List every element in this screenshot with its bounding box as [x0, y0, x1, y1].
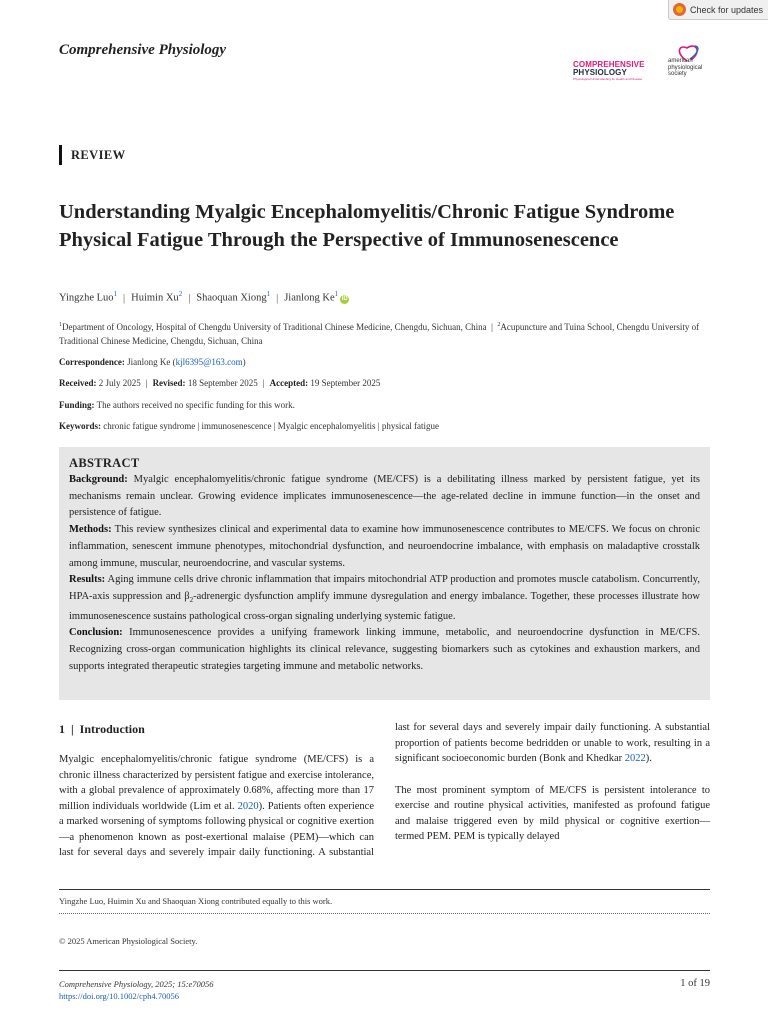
- correspondence-label: Correspondence:: [59, 357, 125, 367]
- intro-paragraph-1-text: Myalgic encephalomyelitis/chronic fatigue syndrome (ME/CFS) is a chronic illness characterized by persistent fatigue and exercise intolerance, with a global prevalence of approximately 0.68%, affecting more than 17 million individuals worldwide (Lim et al.: [59, 754, 374, 812]
- affiliation-number: 1: [59, 322, 62, 328]
- cp-logo-tagline: Physiological Understanding for Health and Disease: [573, 77, 643, 81]
- keywords: [59, 421, 439, 431]
- doi-link[interactable]: https://doi.org/10.1002/cph4.70056: [59, 991, 180, 1001]
- article-title: Understanding Myalgic Encephalomyelitis/Chronic Fatigue Syndrome Physical Fatigue Through the Perspective of Immunosenescence: [59, 201, 675, 251]
- author-name[interactable]: Huimin Xu: [131, 292, 179, 304]
- abstract-conclusion-label: Conclusion:: [69, 627, 123, 639]
- intro-paragraph-1-text-cont: ). Patients often experience a marked worsening of symptoms following physical or cognitive exertion—a phenomenon known as post-exertional malaise (PEM)—which can last for several days and severely impair daily functioning. A substantial: [59, 800, 374, 858]
- citation-link[interactable]: 2022: [624, 753, 646, 764]
- received-date: 2 July 2025: [98, 378, 141, 388]
- contribution-footnote: Yingzhe Luo, Huimin Xu and Shaoquan Xiong contributed equally to this work.: [59, 896, 333, 906]
- abstract-results-subscript: 2: [189, 596, 194, 605]
- journal-name: Comprehensive Physiology: [59, 42, 227, 58]
- author-name[interactable]: Shaoquan Xiong: [196, 292, 267, 304]
- abstract-results-label: Results:: [69, 574, 106, 586]
- accepted-date: 19 September 2025: [310, 378, 381, 388]
- correspondence-name: Jianlong Ke: [127, 357, 171, 367]
- dotted-divider: [59, 913, 710, 914]
- author-list: Yingzhe Luo$^1$ | Huimin Xu$^2$ | Shaoquan Xiong$^1$ | Jianlong Ke$^1$iD: [59, 290, 348, 304]
- section-heading-text: Introduction: [79, 722, 145, 736]
- intro-paragraph-1-continued: [395, 720, 710, 767]
- section-heading-introduction: [59, 720, 374, 738]
- author-name[interactable]: Yingzhe Luo: [59, 292, 114, 304]
- author-affiliation-mark[interactable]: 1: [334, 290, 339, 298]
- funding-text: The authors received no specific funding for this work.: [96, 400, 295, 410]
- orcid-icon[interactable]: iD: [341, 295, 348, 302]
- abstract-methods: [69, 522, 700, 572]
- article-dates: Received: 2 July 2025 | Revised: 18 September 2025 | Accepted: 19 September 2025: [59, 378, 381, 388]
- article-type-label: [59, 145, 126, 165]
- intro-paragraph-2: The most prominent symptom of ME/CFS is persistent intolerance to exercise and routine physical activities, manifested as profound fatigue and malaise triggered even by mild physical or cognitive exertion—termed PEM. PEM is typically delayed: [395, 784, 710, 842]
- body-column-right: [395, 720, 710, 865]
- funding-label: Funding:: [59, 400, 95, 410]
- affiliation-number: 2: [497, 322, 501, 328]
- footnote-divider: [59, 889, 710, 890]
- crossmark-icon: [673, 3, 686, 16]
- revised-date: 18 September 2025: [187, 378, 258, 388]
- abstract-background-text: Myalgic encephalomyelitis/chronic fatigue syndrome (ME/CFS) is a debilitating illness marked by persistent fatigue, yet its mechanisms remain unclear. Growing evidence implicates immunosenescence—the age-related decline in immune function—in the onset and persistence of fatigue.: [69, 474, 701, 519]
- abstract-results: [69, 572, 700, 625]
- cp-logo-line2: PHYSIOLOGY: [573, 68, 627, 77]
- correspondence-email-link[interactable]: kjl6395@163.com: [175, 357, 243, 367]
- correspondence: Correspondence: Jianlong Ke (kjl6395@163.com): [59, 357, 246, 367]
- page-number: 1 of 19: [680, 978, 710, 989]
- intro-paragraph-1-text-end: ).: [645, 753, 652, 764]
- abstract-background-label: Background:: [69, 474, 128, 485]
- author-name[interactable]: Jianlong Ke: [284, 292, 335, 304]
- abstract-conclusion-text: Immunosenescence provides a unifying framework linking immune, metabolic, and neuroendocrine dysfunction in ME/CFS. Recognizing cross-organ communication highlights its clinical relevance, suggesting biomarkers such as cytokines and exhaustion markers, and supports integrated therapeutic strategies targeting immune and metabolic networks.: [69, 627, 700, 672]
- intro-paragraph-1-text-cont: last for several days and severely impair daily functioning. A substantial proportion of patients become bedridden or unable to work, resulting in a significant socioeconomic burden (Bonk and Khedkar: [395, 722, 710, 764]
- revised-label: Revised:: [152, 378, 186, 388]
- check-for-updates-button[interactable]: [668, 0, 768, 20]
- article-type-bar: [59, 145, 62, 165]
- article-type-text: REVIEW: [71, 147, 126, 162]
- received-label: Received:: [59, 378, 97, 388]
- abstract-results-text: Aging immune cells drive chronic inflammation that impairs mitochondrial ATP production and promotes muscle catabolism. Concurrently, HPA-axis suppression and β: [69, 574, 701, 602]
- copyright-notice: © 2025 American Physiological Society.: [59, 936, 198, 946]
- aps-logo-line1: american: [668, 58, 693, 64]
- author-affiliation-mark[interactable]: 2: [178, 290, 183, 298]
- abstract-heading: ABSTRACT: [69, 456, 140, 470]
- abstract-results-text-cont: -adrenergic dysfunction amplify immune dysregulation and energy imbalance. Together, these processes illustrate how immunosenescence sustains pathological cross-organ signaling underlying systemic fatigue.: [69, 590, 700, 622]
- comprehensive-physiology-logo: [573, 61, 655, 81]
- right-column-flow: [395, 720, 710, 845]
- section-number: 1: [59, 722, 65, 736]
- aps-logo: [665, 43, 715, 83]
- body-column-left: [59, 720, 374, 860]
- keywords-text: chronic fatigue syndrome | immunosenescence | Myalgic encephalomyelitis | physical fatigue: [103, 421, 440, 431]
- aps-logo-line3: society: [668, 71, 687, 77]
- abstract-methods-text: This review synthesizes clinical and experimental data to examine how immunosenescence contributes to ME/CFS. We focus on chronic inflammation, senescent immune phenotypes, mitochondrial dysfunction, and neuroendocrine imbalance, with emphasis on maladaptive crosstalk among immune, muscular, neuroendocrine, and vascular systems.: [69, 524, 701, 569]
- affiliation-text: Acupuncture and Tuina School, Chengdu University of Traditional Chinese Medicine, Chengdu, Sichuan, China: [59, 322, 700, 346]
- abstract-methods-label: Methods:: [69, 524, 112, 536]
- footer-citation: [59, 978, 214, 1002]
- funding: [59, 400, 295, 410]
- cp-logo-line1: COMPREHENSIVE: [573, 60, 645, 69]
- aps-logo-line2: physiological: [668, 64, 703, 71]
- abstract-conclusion: [69, 625, 700, 675]
- footer-citation-text: Comprehensive Physiology, 2025; 15:e70056: [59, 979, 214, 989]
- section-heading-separator: |: [71, 722, 74, 736]
- author-affiliation-mark[interactable]: 1: [113, 290, 118, 298]
- affiliations: $^1$Department of Oncology, Hospital of Chengdu University of Traditional Chinese Medicine, Chengdu, Sichuan, China | $^2$Acupuncture and Tuina School, Chengdu University of Traditional Chinese Medicine, Chengdu, Sichuan, China: [59, 322, 700, 346]
- abstract-box: [59, 447, 710, 700]
- abstract-background: [69, 472, 700, 522]
- accepted-label: Accepted:: [269, 378, 309, 388]
- footer-divider: [59, 970, 710, 971]
- intro-paragraph-1: [59, 752, 374, 860]
- author-affiliation-mark[interactable]: 1: [266, 290, 271, 298]
- citation-link[interactable]: 2020: [237, 800, 259, 812]
- keywords-label: Keywords:: [59, 421, 101, 431]
- check-for-updates-label: Check for updates: [690, 4, 764, 15]
- affiliation-text: Department of Oncology, Hospital of Chengdu University of Traditional Chinese Medicine, Chengdu, Sichuan, China: [62, 322, 487, 332]
